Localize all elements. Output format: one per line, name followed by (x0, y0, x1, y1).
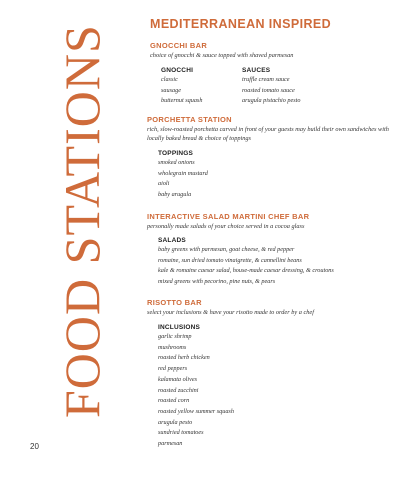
toppings-label: TOPPINGS (158, 150, 194, 157)
salads-label: SALADS (158, 237, 186, 244)
list-item: smoked onions (158, 159, 195, 166)
list-item: aioli (158, 180, 170, 188)
list-item: kalamata olives (158, 375, 198, 383)
porchetta-description: rich, slow-roasted porchetta carved in front of your guests may build their own sandwiches with locally baked bread & choice of toppings (147, 126, 389, 142)
list-item: arugula pesto (158, 418, 193, 426)
list-item: roasted corn (158, 397, 190, 405)
salads-list (158, 245, 334, 288)
list-item: arugula pistachio pesto (242, 97, 301, 105)
list-item: mixed greens with pecorino, pine nuts, & pears (158, 278, 276, 286)
list-item: sausage (161, 86, 181, 94)
list-item: butternut squash (161, 97, 203, 105)
sauces-list (242, 75, 300, 107)
list-item: garlic shrimp (158, 333, 192, 340)
gnocchi-bar-title: GNOCCHI BAR (150, 41, 208, 50)
inclusions-list (158, 332, 234, 450)
list-item: mushrooms (158, 343, 187, 351)
list-item: baby arugula (158, 191, 192, 199)
main-heading: MEDITERRANEAN INSPIRED (150, 17, 332, 31)
list-item: roasted tomato sauce (242, 86, 295, 94)
list-item: roasted zucchini (158, 386, 199, 394)
list-item: sundried tomatoes (158, 429, 204, 437)
risotto-bar-title: RISOTTO BAR (147, 298, 202, 307)
porchetta-station-title: PORCHETTA STATION (147, 115, 232, 124)
list-item: red peppers (158, 365, 188, 373)
list-item: classic (161, 76, 178, 83)
list-item: roasted yellow summer squash (158, 407, 234, 415)
salad-bar-description: personally made salads of your choice served in a cocoa glass (147, 223, 305, 230)
gnocchi-list (161, 75, 202, 107)
toppings-list (158, 158, 208, 201)
side-title: FOOD STATIONS (54, 24, 110, 418)
salad-bar-title: INTERACTIVE SALAD MARTINI CHEF BAR (147, 212, 310, 221)
list-item: baby greens with parmesan, goat cheese, & red pepper (158, 246, 295, 253)
list-item: wholegrain mustard (158, 169, 208, 177)
list-item: kale & romaine caesar salad, house-made caesar dressing, & croutons (158, 267, 334, 275)
gnocchi-bar-description: choice of gnocchi & sauce topped with shaved parmesan (150, 52, 294, 59)
risotto-description: select your inclusions & have your risotto made to order by a chef (147, 309, 314, 316)
sauces-label: SAUCES (242, 67, 271, 74)
page-number: 20 (30, 442, 39, 451)
list-item: romaine, sun dried tomato vinaigrette, & cannellini beans (158, 256, 302, 264)
list-item: roasted herb chicken (158, 354, 210, 362)
inclusions-label: INCLUSIONS (158, 324, 201, 331)
gnocchi-label: GNOCCHI (161, 67, 194, 74)
list-item: parmesan (158, 440, 183, 448)
list-item: truffle cream sauce (242, 76, 290, 83)
